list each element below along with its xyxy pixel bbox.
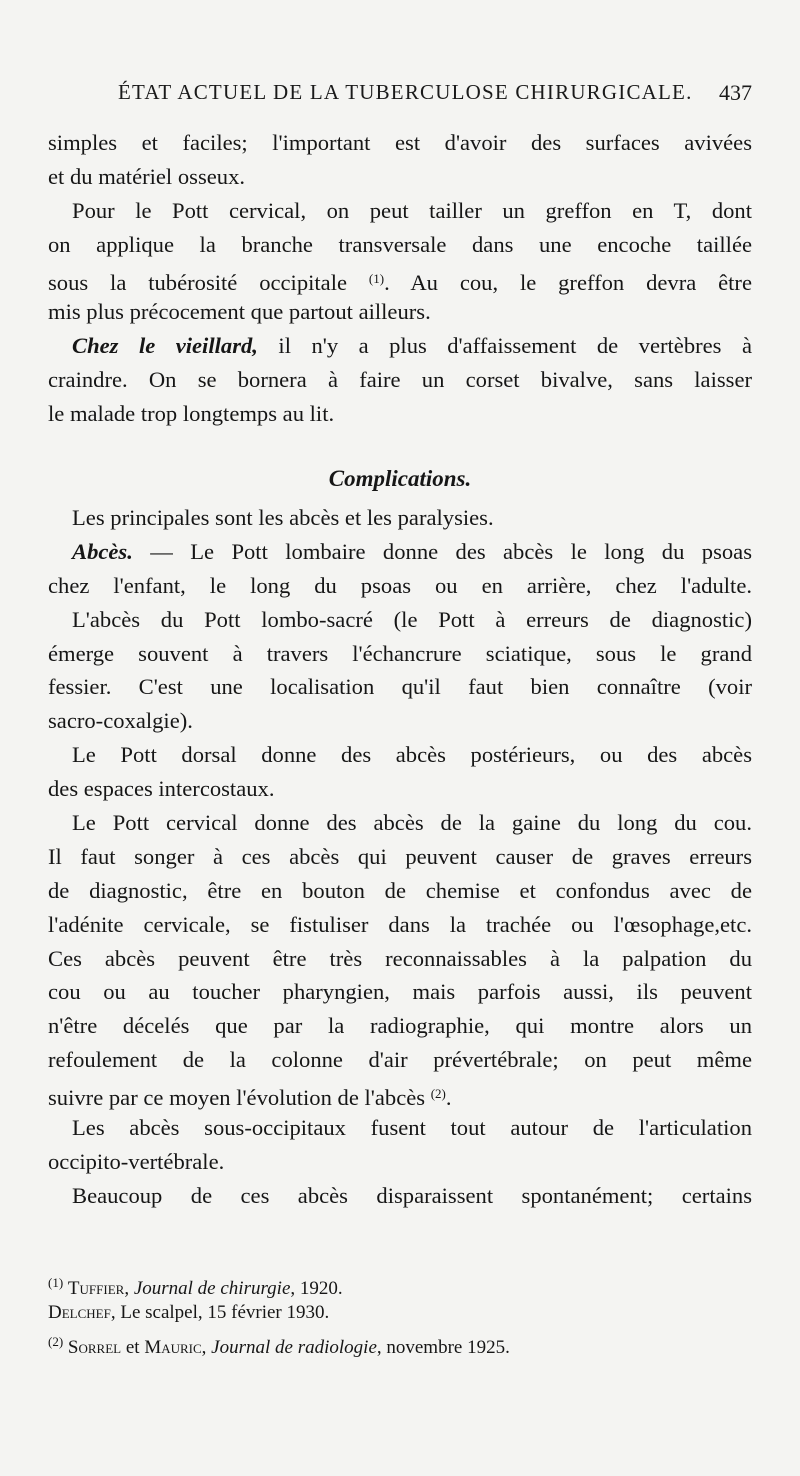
footnote-1b: Delchef, Le scalpel, 15 février 1930.: [48, 1301, 330, 1323]
running-title: ÉTAT ACTUEL DE LA TUBERCULOSE CHIRURGICALE.: [118, 80, 693, 104]
text-line: Ces abcès peuvent être très reconnaissables à la palpation du: [48, 945, 752, 971]
footnote-journal: Journal de radiologie: [211, 1337, 377, 1358]
text-fragment: suivre par ce moyen l'évolution de l'abcès: [48, 1085, 426, 1111]
footnote-conjunction: et: [125, 1337, 140, 1358]
text-line: Pour le Pott cervical, on peut tailler un greffon en T, dont: [72, 197, 752, 223]
emphasis: Abcès.: [72, 538, 133, 564]
text-fragment: — Le Pott lombaire donne des abcès le long du psoas: [132, 538, 752, 564]
text-fragment: il n'y a plus d'affaissement de vertèbres à: [257, 333, 752, 359]
text-line: [48, 329, 752, 363]
emphasis: Chez le vieillard,: [72, 333, 258, 359]
text-line: [48, 1077, 752, 1111]
text-fragment: sous la tubérosité occipitale: [48, 269, 348, 295]
page-number: 437: [719, 80, 752, 105]
footnote-date: novembre 1925.: [386, 1337, 510, 1358]
text-line: le malade trop longtemps au lit.: [48, 401, 335, 427]
footnote-year: 1920.: [299, 1278, 343, 1299]
text-line: craindre. On se bornera à faire un corset bivalve, sans laisser: [48, 367, 752, 393]
text-line: L'abcès du Pott lombo-sacré (le Pott à erreurs de diagnostic): [72, 606, 752, 632]
text-line: chez l'enfant, le long du psoas ou en arrière, chez l'adulte.: [48, 572, 752, 598]
footnote-2: $^{(2)}$ Sorrel et Mauric, Journal de radiologie, novembre 1925.: [48, 1334, 510, 1358]
text-line: simples et faciles; l'important est d'avoir des surfaces avivées: [48, 130, 752, 155]
text-line: Beaucoup de ces abcès disparaissent spontanément; certains: [72, 1182, 752, 1208]
footnote-author: Mauric: [144, 1337, 202, 1358]
text-line: refoulement de la colonne d'air prévertébrale; on peut même: [48, 1047, 752, 1073]
text-line: de diagnostic, être en bouton de chemise et confondus avec de: [48, 877, 752, 903]
footnote-author: Tuffier: [67, 1278, 125, 1299]
text-line: Le Pott dorsal donne des abcès postérieurs, ou des abcès: [72, 742, 752, 768]
text-line: [48, 535, 752, 569]
text-fragment: . Au cou, le greffon devra être: [384, 269, 752, 295]
running-header: [0, 80, 800, 120]
footnotes: [48, 1268, 752, 1357]
footnote-author: Sorrel: [67, 1337, 122, 1358]
footnote-ref-1: (1): [368, 270, 385, 286]
text-line: Le Pott cervical donne des abcès de la gaine du long du cou.: [72, 810, 752, 836]
text-line: l'adénite cervicale, se fistuliser dans la trachée ou l'œsophage,etc.: [48, 911, 752, 937]
text-line: [48, 262, 752, 296]
footnote-ref-2: (2): [430, 1086, 446, 1102]
text-line: fessier. C'est une localisation qu'il faut bien connaître (voir: [48, 674, 752, 700]
body-text: [48, 126, 752, 1213]
text-line: Les abcès sous-occipitaux fusent tout autour de l'articulation: [72, 1115, 752, 1141]
text-line: occipito-vertébrale.: [48, 1148, 225, 1174]
text-line: mis plus précocement que partout ailleurs.: [48, 299, 431, 325]
text-line: Les principales sont les abcès et les paralysies.: [72, 505, 494, 531]
text-line: sacro-coxalgie).: [48, 708, 193, 734]
footnote-author: Delchef: [48, 1301, 111, 1323]
text-fragment: .: [445, 1085, 452, 1111]
footnote-1: $^{(1)}$ Tuffier, Journal de chirurgie, 1920.: [48, 1275, 343, 1299]
text-line: Il faut songer à ces abcès qui peuvent causer de graves erreurs: [48, 843, 752, 869]
section-heading: Complications.: [328, 466, 472, 492]
text-line: n'être décelés que par la radiographie, qui montre alors un: [48, 1013, 752, 1039]
footnote-marker: (1): [48, 1275, 64, 1290]
text-line: et du matériel osseux.: [48, 163, 246, 189]
footnote-source: Le scalpel, 15 février 1930.: [120, 1301, 330, 1323]
text-line: émerge souvent à travers l'échancrure sciatique, sous le grand: [48, 640, 752, 666]
text-line: cou ou au toucher pharyngien, mais parfois aussi, ils peuvent: [48, 979, 752, 1005]
text-line: on applique la branche transversale dans une encoche taillée: [48, 231, 752, 257]
footnote-journal: Journal de chirurgie: [133, 1278, 291, 1299]
footnote-marker: (2): [48, 1334, 64, 1349]
text-line: des espaces intercostaux.: [48, 776, 275, 802]
